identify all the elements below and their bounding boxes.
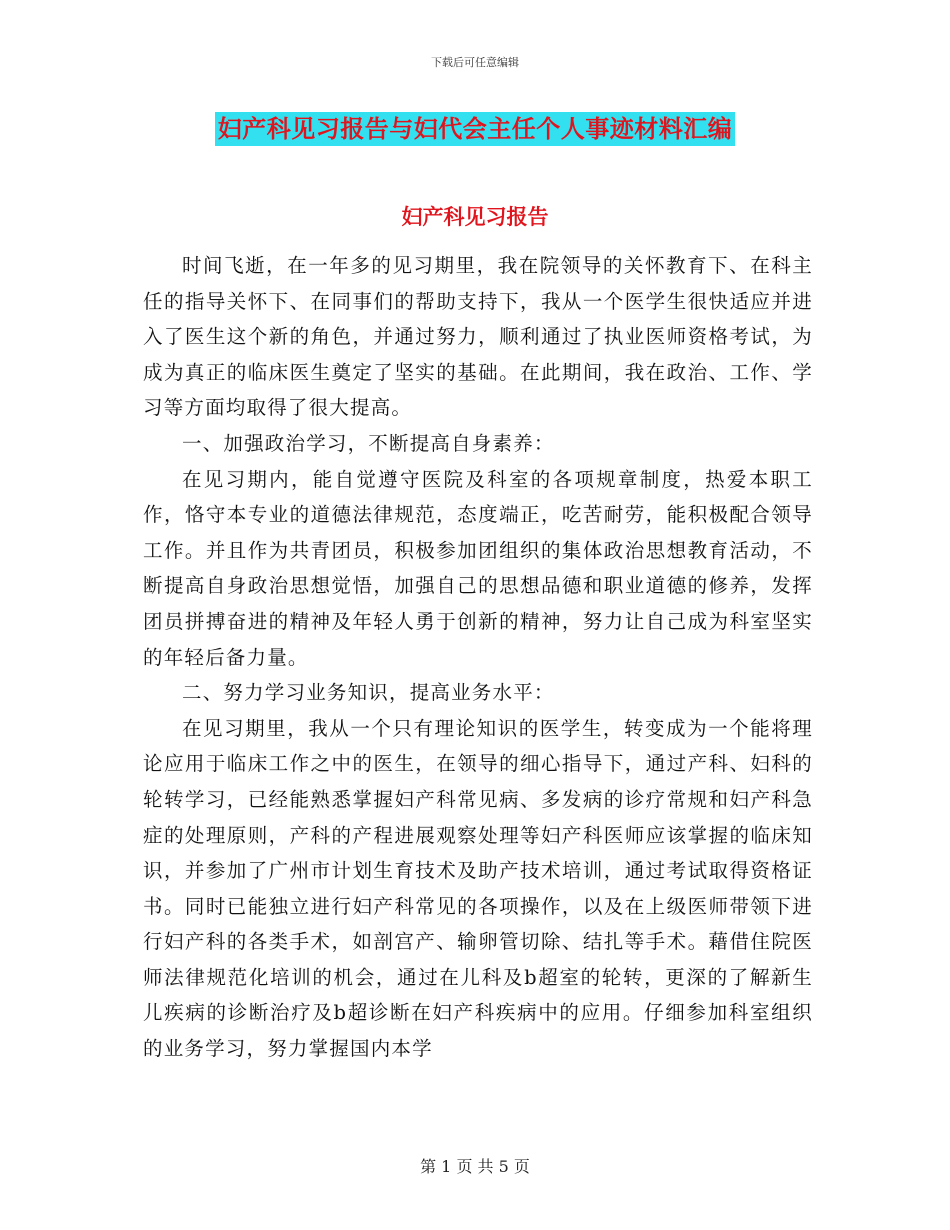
paragraph-professional-study: 在见习期里，我从一个只有理论知识的医学生，转变成为一个能将理论应用于临床工作之中的医生，在领导的细心指导下，通过产科、妇科的轮转学习，已经能熟悉掌握妇产科常见病、多发病的诊疗常规和妇产科急症的处理原则，产科的产程进展观察处理等妇产科医师应该掌握的临床知识，并参加了广州市计划生育技术及助产技术培训，通过考试取得资格证书。同时已能独立进行妇产科常见的各项操作，以及在上级医师带领下进行妇产科的各类手术，如剖宫产、输卵管切除、结扎等手术。藉借住院医师法律规范化培训的机会，通过在儿科及b超室的轮转，更深的了解新生儿疾病的诊断治疗及b超诊断在妇产科疾病中的应用。仔细参加科室组织的业务学习，努力掌握国内本学 <box>143 716 813 1061</box>
header-note: 下载后可任意编辑 <box>431 56 519 69</box>
heading-political-study: 一、加强政治学习，不断提高自身素养： <box>182 431 555 455</box>
document-title-text: 妇产科见习报告与妇代会主任个人事迹材料汇编 <box>215 112 736 146</box>
document-title <box>0 112 950 146</box>
page-footer: 第 1 页 共 5 页 <box>420 1157 530 1176</box>
paragraph-political-study: 在见习期内，能自觉遵守医院及科室的各项规章制度，热爱本职工作，恪守本专业的道德法律规范，态度端正，吃苦耐劳，能积极配合领导工作。并且作为共青团员，积极参加团组织的集体政治思想教育活动，不断提高自身政治思想觉悟，加强自己的思想品德和职业道德的修养，发挥团员拼搏奋进的精神及年轻人勇于创新的精神，努力让自己成为科室坚实的年轻后备力量。 <box>143 467 813 669</box>
section-title: 妇产科见习报告 <box>401 204 549 229</box>
heading-professional-study: 二、努力学习业务知识，提高业务水平： <box>182 681 555 705</box>
document-body <box>143 248 813 1067</box>
paragraph-intro: 时间飞逝，在一年多的见习期里，我在院领导的关怀教育下、在科主任的指导关怀下、在同事们的帮助支持下，我从一个医学生很快适应并进入了医生这个新的角色，并通过努力，顺利通过了执业医师资格考试，为成为真正的临床医生奠定了坚实的基础。在此期间，我在政治、工作、学习等方面均取得了很大提高。 <box>143 254 813 420</box>
